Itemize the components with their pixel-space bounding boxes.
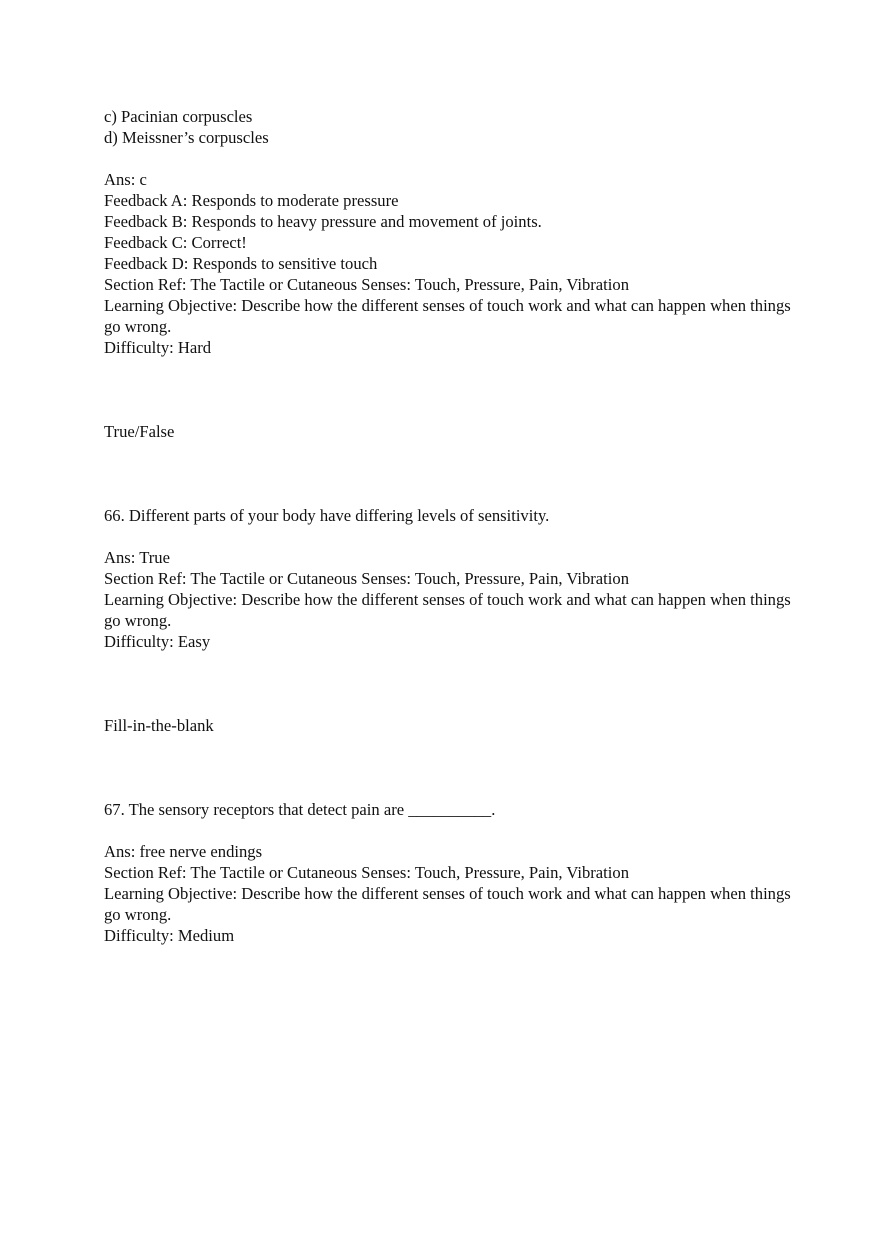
question-67-answer: Ans: free nerve endings (104, 842, 263, 861)
spacer (104, 526, 794, 547)
question-65-learning-objective: Learning Objective: Describe how the different senses of touch work and what can happen when things go wrong. (104, 296, 795, 336)
question-65-feedback-b: Feedback B: Responds to heavy pressure and movement of joints. (104, 212, 542, 231)
spacer (104, 820, 794, 841)
question-67-difficulty: Difficulty: Medium (104, 926, 235, 945)
question-65-feedback-d: Feedback D: Responds to sensitive touch (104, 254, 378, 273)
question-66-difficulty: Difficulty: Easy (104, 632, 211, 651)
question-67-text: 67. The sensory receptors that detect pain are __________. (104, 800, 496, 819)
question-67-learning-objective: Learning Objective: Describe how the different senses of touch work and what can happen when things go wrong. (104, 884, 795, 924)
question-65-feedback-a: Feedback A: Responds to moderate pressure (104, 191, 399, 210)
question-65-answer: Ans: c (104, 170, 147, 189)
question-65-option-d: d) Meissner’s corpuscles (104, 128, 269, 147)
question-65-feedback-c: Feedback C: Correct! (104, 233, 247, 252)
question-65-section-ref: Section Ref: The Tactile or Cutaneous Senses: Touch, Pressure, Pain, Vibration (104, 275, 629, 294)
question-67-section-ref: Section Ref: The Tactile or Cutaneous Senses: Touch, Pressure, Pain, Vibration (104, 863, 629, 882)
section-heading-fill-in-the-blank: Fill-in-the-blank (104, 716, 214, 735)
question-65-difficulty: Difficulty: Hard (104, 338, 212, 357)
section-spacer (104, 736, 794, 799)
document-content (104, 106, 794, 946)
question-66-answer: Ans: True (104, 548, 170, 567)
question-66-learning-objective: Learning Objective: Describe how the different senses of touch work and what can happen when things go wrong. (104, 590, 795, 630)
section-spacer (104, 442, 794, 505)
section-heading-true-false: True/False (104, 422, 175, 441)
question-66-section-ref: Section Ref: The Tactile or Cutaneous Senses: Touch, Pressure, Pain, Vibration (104, 569, 629, 588)
spacer (104, 148, 794, 169)
question-65-option-c: c) Pacinian corpuscles (104, 107, 253, 126)
section-spacer (104, 652, 794, 715)
section-spacer (104, 358, 794, 421)
question-66-text: 66. Different parts of your body have differing levels of sensitivity. (104, 506, 550, 525)
